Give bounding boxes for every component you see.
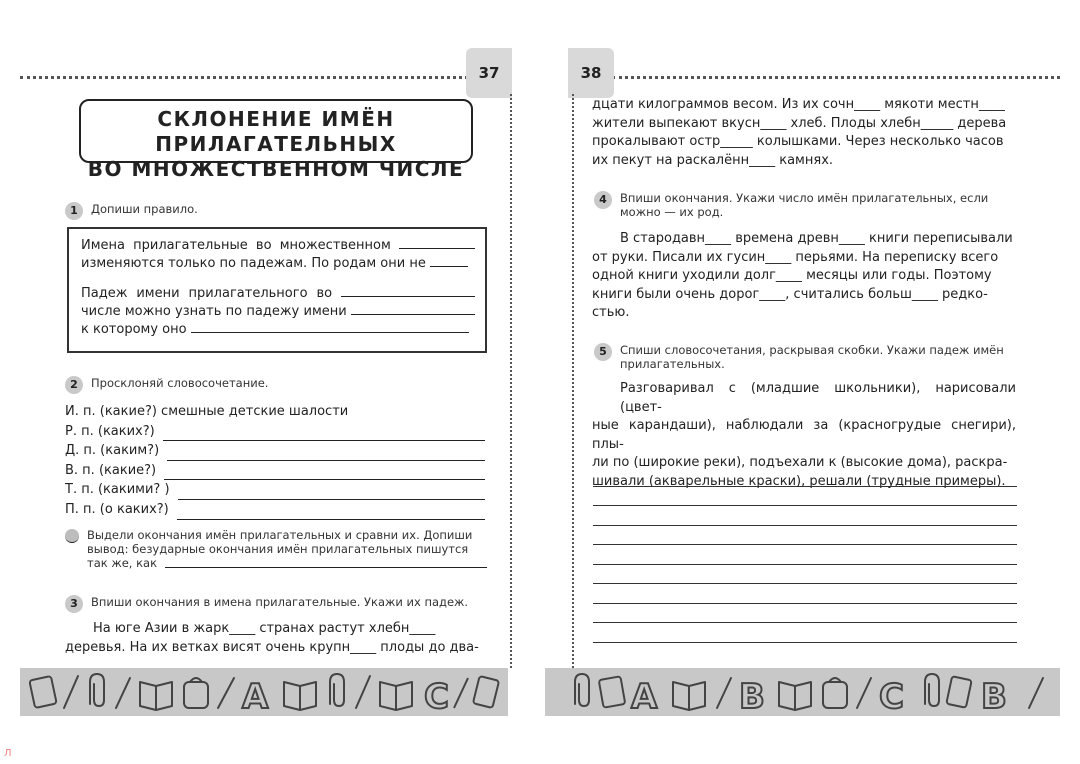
paperclip-icon [90, 674, 104, 706]
case-row [65, 441, 485, 461]
fill-blank[interactable] [351, 303, 475, 315]
pencil-icon [356, 676, 370, 708]
note-line: Выдели окончания имён прилагательных и сравни их. Допиши [87, 528, 473, 542]
fill-blank[interactable] [191, 321, 469, 333]
task-instruction: Допиши правило. [91, 202, 198, 216]
writing-lines [593, 467, 1017, 643]
declension-table [65, 402, 485, 520]
top-dotted-rule-left [20, 76, 468, 79]
corner-mark: Л [4, 748, 12, 759]
note-line-with-blank [87, 556, 487, 570]
letter-icon: С [879, 677, 904, 716]
letter-icon: В [981, 677, 1007, 716]
writing-line[interactable] [593, 526, 1017, 546]
page-number-right: 38 [568, 48, 614, 98]
title-line-1: СКЛОНЕНИЕ ИМЁН ПРИЛАГАТЕЛЬНЫХ [155, 107, 397, 156]
task-3-header [65, 595, 468, 613]
case-row [65, 422, 485, 442]
pen-icon [717, 678, 731, 708]
text-line: Разговаривал с (младшие школьники), нарисовали (цвет- [620, 381, 1016, 415]
answer-line[interactable] [165, 556, 487, 568]
school-supplies-illustration [20, 668, 508, 716]
rule-text: Падеж имени прилагательного во [81, 286, 333, 301]
task-3-continuation [592, 96, 1016, 170]
pen-icon [1029, 678, 1043, 708]
decorative-footer-right [545, 668, 1060, 716]
task-1-header [65, 202, 198, 220]
case-row [65, 480, 485, 500]
page-number-left: 37 [466, 48, 512, 98]
margin-dotted-rule-left [510, 94, 512, 668]
answer-line[interactable] [177, 507, 485, 520]
text-line: прокалывают остр_____ колышками. Через несколько часов [592, 134, 1004, 149]
note-bullet-icon [65, 529, 79, 543]
text-line: стью. [592, 305, 630, 320]
pencil-icon [64, 676, 78, 708]
margin-dotted-rule-right [572, 94, 574, 668]
letter-icon: В [739, 677, 765, 716]
fill-blank[interactable] [341, 285, 475, 297]
school-supplies-illustration [545, 668, 1060, 716]
pencil-icon [857, 678, 871, 708]
instruction-line: прилагательных. [620, 357, 725, 371]
case-row [65, 461, 485, 481]
paperclip-icon [330, 674, 344, 706]
notebook-icon [29, 676, 56, 708]
notebook-icon [946, 676, 971, 708]
lesson-title [79, 99, 473, 181]
writing-line[interactable] [593, 623, 1017, 643]
case-row [65, 402, 485, 422]
text-line: ные карандаши), наблюдали за (красногрудые снегири), плы- [592, 418, 1016, 452]
writing-line[interactable] [593, 604, 1017, 624]
case-label: Д. п. (каким?) [65, 443, 160, 459]
task-number-badge: 2 [65, 376, 83, 394]
task-instruction [620, 191, 1018, 219]
rule-text: Имена прилагательные во множественном [81, 238, 391, 253]
rule-box [67, 227, 487, 353]
task-4-header [594, 191, 1018, 219]
writing-line[interactable] [593, 487, 1017, 507]
notebook-icon [473, 676, 499, 708]
title-line-2: ВО МНОЖЕСТВЕННОМ ЧИСЛЕ [87, 157, 465, 181]
task-2-header [65, 376, 268, 394]
text-line: шивали (акварельные краски), решали (трудные примеры). [592, 473, 1006, 489]
text-line: деревья. На их ветках висят очень крупн____ плоды до два- [65, 639, 479, 655]
task-4-text [592, 230, 1016, 323]
case-label: П. п. (о каких?) [65, 501, 169, 517]
note-line: так же, как [87, 556, 158, 570]
paperclip-icon [575, 674, 589, 706]
letter-icon: А [242, 677, 269, 716]
open-book-icon [284, 682, 316, 710]
task-number-badge: 1 [65, 202, 83, 220]
answer-line[interactable] [178, 487, 485, 500]
answer-line[interactable] [163, 428, 485, 441]
pen-icon [218, 678, 234, 708]
task-3-text [65, 620, 489, 657]
task-instruction [620, 343, 1018, 371]
fill-blank[interactable] [430, 255, 468, 267]
open-book-icon [779, 682, 811, 710]
rule-text: к которому оно [81, 322, 187, 337]
top-dotted-rule-right [612, 76, 1060, 79]
writing-line[interactable] [593, 467, 1017, 487]
paperclip-icon [925, 674, 939, 706]
rule-text: числе можно узнать по падежу имени [81, 304, 347, 319]
case-label: И. п. (какие?) смешные детские шалости [65, 404, 349, 419]
answer-line[interactable] [164, 467, 485, 480]
task-5-header [594, 343, 1018, 371]
text-line: их пекут на раскалённ____ камнях. [592, 152, 834, 168]
writing-line[interactable] [593, 545, 1017, 565]
letter-icon: А [631, 677, 658, 716]
decorative-footer-left [20, 668, 508, 716]
instruction-line: Впиши окончания. Укажи число имён прилагательных, если [620, 191, 989, 205]
rule-text: изменяются только по падежам. По родам они не [81, 256, 426, 271]
text-line: одной книги уходили долг____ месяцы или годы. Поэтому [592, 268, 992, 283]
note-text [87, 528, 487, 570]
pen-icon [116, 678, 130, 708]
writing-line[interactable] [593, 584, 1017, 604]
backpack-icon [184, 682, 208, 708]
task-number-badge: 4 [594, 191, 612, 209]
fill-blank[interactable] [399, 237, 475, 249]
answer-line[interactable] [167, 448, 485, 461]
instruction-line: можно — их род. [620, 205, 724, 219]
text-line: На юге Азии в жарк____ странах растут хлебн____ [93, 621, 436, 636]
writing-line[interactable] [593, 565, 1017, 585]
task-number-badge: 5 [594, 343, 612, 361]
task-number-badge: 3 [65, 595, 83, 613]
text-line: дцати килограммов весом. Из их сочн____ мякоти местн____ [592, 97, 1005, 112]
case-row [65, 500, 485, 520]
note-line: вывод: безударные окончания имён прилагательных пишутся [87, 542, 469, 556]
backpack-icon [823, 682, 847, 708]
task-instruction: Просклоняй словосочетание. [91, 376, 269, 390]
pen-icon [454, 678, 468, 708]
rule-paragraph-2 [81, 285, 475, 339]
rule-paragraph-1 [81, 237, 475, 273]
text-line: книги были очень дорог____, считались больш____ редко- [592, 286, 988, 302]
writing-line[interactable] [593, 506, 1017, 526]
text-line: от руки. Писали их гусин____ перьями. На переписку всего [592, 249, 999, 265]
notebook-icon [599, 676, 626, 707]
case-label: Р. п. (каких?) [65, 423, 155, 439]
conclusion-note [65, 528, 489, 570]
case-label: Т. п. (какими? ) [65, 482, 170, 498]
text-line: ли по (широкие реки), подъехали к (высокие дома), раскра- [592, 455, 1008, 470]
text-line: В стародавн____ времена древн____ книги переписывали [620, 231, 1013, 246]
open-book-icon [140, 682, 172, 710]
task-instruction: Впиши окончания в имена прилагательные. Укажи их падеж. [91, 595, 469, 609]
open-book-icon [673, 682, 705, 710]
case-label: В. п. (какие?) [65, 462, 157, 478]
text-line: жители выпекают вкусн____ хлеб. Плоды хлебн_____ дерева [592, 115, 1007, 131]
instruction-line: Спиши словосочетания, раскрывая скобки. Укажи падеж имён [620, 343, 1004, 357]
letter-icon: С [424, 677, 449, 716]
open-book-icon [380, 682, 412, 710]
